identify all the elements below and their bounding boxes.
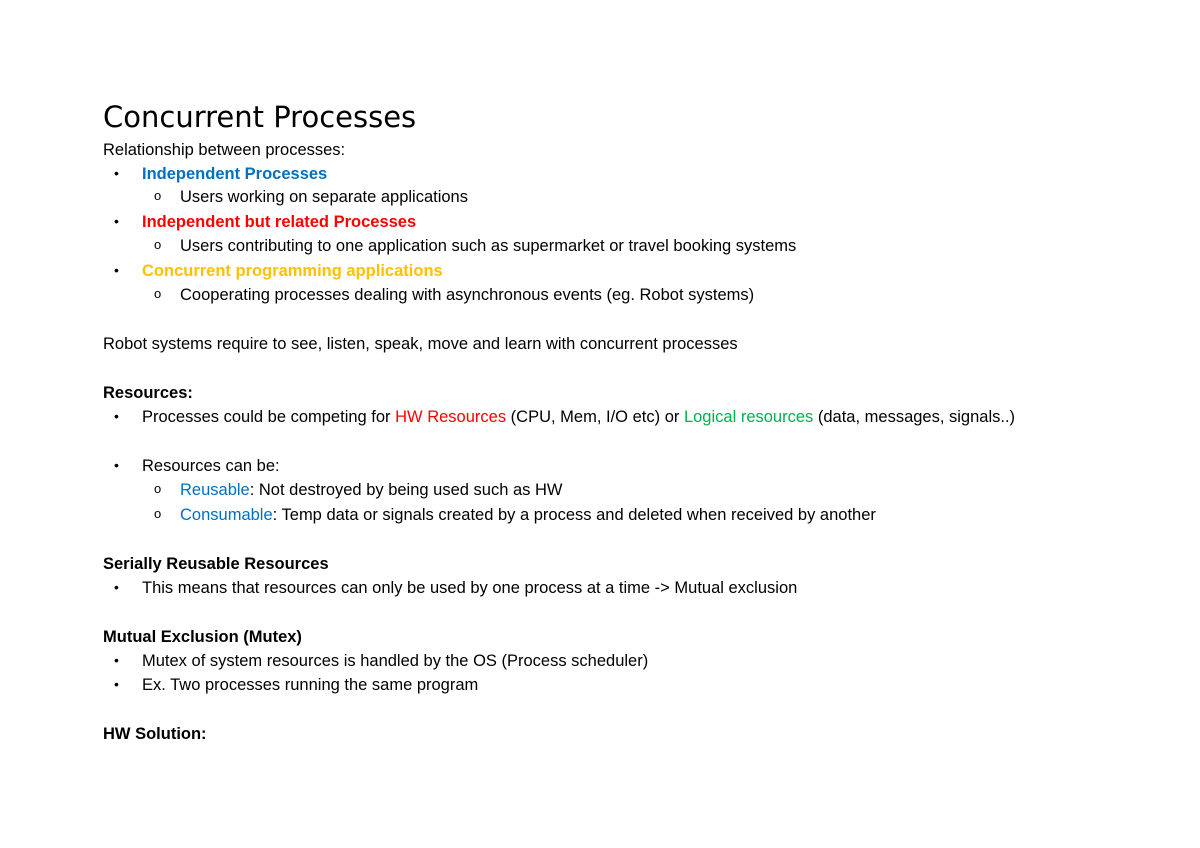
resource-type-label: Consumable — [180, 506, 273, 524]
resource-type-label: Reusable — [180, 481, 250, 499]
competing-prefix: Processes could be competing for — [142, 408, 396, 426]
bullet-icon: • — [114, 652, 119, 668]
page-title: Concurrent Processes — [103, 100, 417, 134]
logical-resources-label: Logical resources — [683, 408, 814, 426]
serially-reusable-item: This means that resources can only be used by one process at a time -> Mutual exclusion — [142, 579, 798, 597]
relationship-label: Independent Processes — [142, 165, 328, 183]
mutex-item: Ex. Two processes running the same program — [142, 676, 479, 694]
resources-competing-line — [142, 406, 1015, 428]
relationship-detail: Cooperating processes dealing with asynchronous events (eg. Robot systems) — [180, 286, 755, 304]
serially-reusable-heading: Serially Reusable Resources — [103, 555, 329, 573]
robot-note: Robot systems require to see, listen, speak, move and learn with concurrent processes — [103, 335, 738, 353]
sub-bullet-icon: o — [154, 506, 162, 521]
resources-can-be: Resources can be: — [142, 457, 280, 475]
bullet-icon: • — [114, 579, 119, 595]
resources-heading: Resources: — [103, 384, 193, 402]
relationship-detail: Users working on separate applications — [180, 188, 468, 206]
resource-type-item — [180, 479, 562, 501]
relationship-label: Concurrent programming applications — [142, 262, 443, 280]
relationship-label: Independent but related Processes — [142, 213, 417, 231]
bullet-icon: • — [114, 165, 119, 181]
bullet-icon: • — [114, 408, 119, 424]
sub-bullet-icon: o — [154, 481, 162, 496]
resource-type-description: : Temp data or signals created by a process and deleted when received by another — [272, 506, 876, 524]
sub-bullet-icon: o — [154, 286, 162, 301]
bullet-icon: • — [114, 676, 119, 692]
competing-suffix: (data, messages, signals..) — [813, 408, 1016, 426]
relationship-detail: Users contributing to one application such as supermarket or travel booking systems — [180, 237, 797, 255]
hw-solution-heading: HW Solution: — [103, 725, 207, 743]
competing-middle: (CPU, Mem, I/O etc) or — [506, 408, 684, 426]
bullet-icon: • — [114, 457, 119, 473]
resource-type-item — [180, 504, 876, 526]
relationship-heading: Relationship between processes: — [103, 141, 346, 159]
bullet-icon: • — [114, 213, 119, 229]
mutex-item: Mutex of system resources is handled by the OS (Process scheduler) — [142, 652, 649, 670]
mutex-heading: Mutual Exclusion (Mutex) — [103, 628, 302, 646]
sub-bullet-icon: o — [154, 188, 162, 203]
sub-bullet-icon: o — [154, 237, 162, 252]
bullet-icon: • — [114, 262, 119, 278]
resource-type-description: : Not destroyed by being used such as HW — [249, 481, 563, 499]
hw-resources-label: HW Resources — [395, 408, 507, 426]
